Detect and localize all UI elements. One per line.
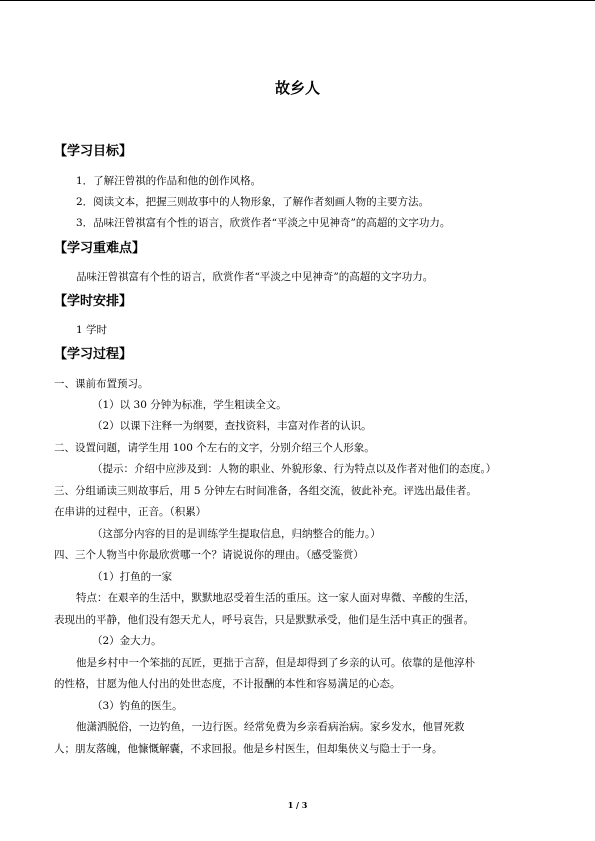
process-line: 表现出的平静，他们没有怨天尤人，呼号哀告，只是默默承受，他们是生活中真正的强者。 <box>54 614 474 626</box>
process-line: 四、三个人物当中你最欣赏哪一个？请说说你的理由。（感受鉴赏） <box>54 549 364 561</box>
key-points-text: 品味汪曾祺富有个性的语言，欣赏作者“平淡之中见神奇”的高超的文字功力。 <box>76 271 434 283</box>
process-line: 他是乡村中一个笨拙的瓦匠，更拙于言辞，但是却得到了乡亲的认可。依靠的是他淳朴 <box>76 657 475 669</box>
goal-item-2: 2．阅读文本，把握三则故事中的人物形象，了解作者刻画人物的主要方法。 <box>76 196 430 208</box>
process-line: （3）钓鱼的医生。 <box>92 700 183 712</box>
process-line: （1）打鱼的一家 <box>92 571 173 583</box>
process-line: （2）以课下注释一为纲要，查找资料，丰富对作者的认识。 <box>92 420 372 432</box>
process-line: 他潇洒脱俗，一边钓鱼，一边行医。经常免费为乡亲看病治病。家乡发水，他冒死救 <box>76 721 465 733</box>
process-line: 三、分组诵读三则故事后，用 5 分钟左右时间准备，各组交流，彼此补充。评选出最佳者。 <box>54 485 477 497</box>
schedule-text: 1 学时 <box>76 324 108 336</box>
goals-heading: 【学习目标】 <box>54 144 133 159</box>
process-line: 人；朋友落魄，他慷慨解囊，不求回报。他是乡村医生，但却集侠义与隐士于一身。 <box>54 743 443 755</box>
process-heading: 【学习过程】 <box>54 347 133 362</box>
process-line: （这部分内容的目的是训练学生提取信息，归纳整合的能力。） <box>92 528 381 540</box>
process-line: 在串讲的过程中，正音。（积累） <box>54 506 207 518</box>
document-title: 故乡人 <box>274 79 320 97</box>
process-line: 特点：在艰辛的生活中，默默地忍受着生活的重压。这一家人面对卑微、辛酸的生活， <box>76 592 475 604</box>
process-line: 的性格，甘愿为他人付出的处世态度，不计报酬的本性和容易满足的心态。 <box>54 678 401 690</box>
goal-item-3: 3．品味汪曾祺富有个性的语言，欣赏作者“平淡之中见神奇”的高超的文字功力。 <box>76 217 451 229</box>
process-line: （1）以 30 分钟为标准，学生粗读全文。 <box>92 399 287 411</box>
process-line: 二、设置问题，请学生用 100 个左右的文字，分别介绍三个人形象。 <box>54 442 375 454</box>
page-number: 1 / 3 <box>287 800 308 810</box>
process-line: （提示：介绍中应涉及到：人物的职业、外貌形象、行为特点以及作者对他们的态度。） <box>92 463 497 475</box>
page-top-rule <box>0 0 595 1</box>
process-line: 一、课前布置预习。 <box>54 378 149 390</box>
goal-item-1: 1．了解汪曾祺的作品和他的创作风格。 <box>76 175 262 187</box>
key-points-heading: 【学习重难点】 <box>54 241 146 256</box>
process-line: （2）金大力。 <box>92 635 162 647</box>
schedule-heading: 【学时安排】 <box>54 294 133 309</box>
